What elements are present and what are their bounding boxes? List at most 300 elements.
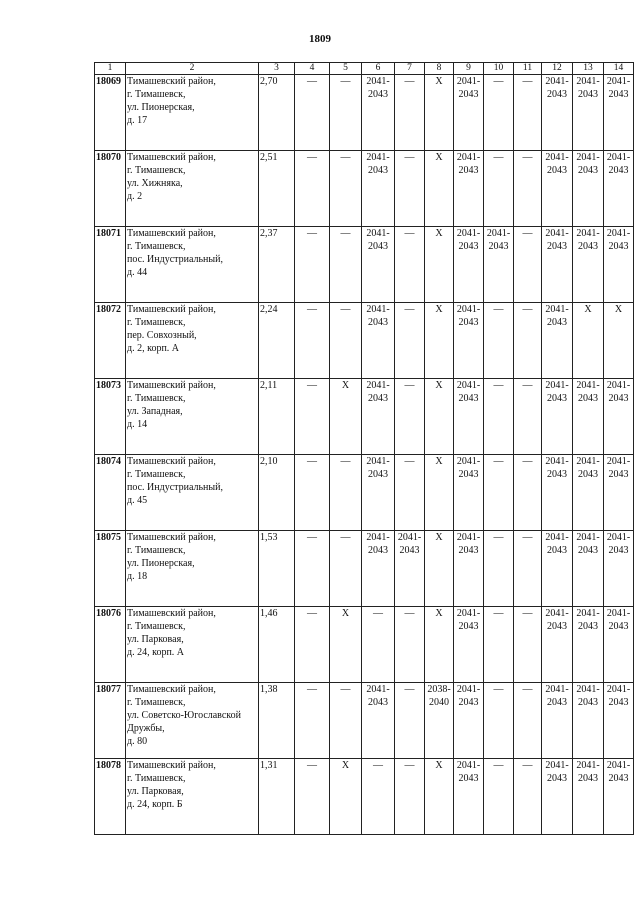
schedule-cell [395,151,425,227]
cell-line: — [522,456,533,467]
address-line: Тимашевский район, [127,304,216,315]
cell-line: 2043 [368,697,388,708]
cell-line: 2043 [547,393,567,404]
schedule-cell [484,75,514,151]
cell-line: 2041- [545,532,569,543]
cell-line: 2043 [368,469,388,480]
schedule-cell [573,303,604,379]
cell-line: 2043 [458,469,479,480]
schedule-cell [604,759,634,835]
cell-line: 2041- [456,228,481,239]
cell-line: — [493,608,504,619]
cell-line: — [493,532,504,543]
cell-line: — [404,76,415,87]
schedule-cell [604,531,634,607]
schedule-cell [395,455,425,531]
cell-line: 2041- [545,608,569,619]
cell-line: X [341,608,350,619]
schedule-cell [295,759,330,835]
address-line: пер. Совхозный, [127,330,197,341]
cell-line: 2041- [366,380,390,391]
schedule-cell [425,531,454,607]
address-line: г. Тимашевск, [127,697,186,708]
cell-line: X [435,152,443,163]
cell-line: 2043 [368,165,388,176]
area-value: 2,37 [259,227,295,303]
column-header: 13 [573,63,604,75]
page-number: 1809 [309,33,331,45]
address-line: ул. Парковая, [127,634,184,645]
cell-line: 2043 [458,89,479,100]
address-line: д. 24, корп. Б [127,799,183,810]
cell-line: — [522,760,533,771]
schedule-cell [330,607,362,683]
schedule-cell [295,531,330,607]
record-number: 18075 [95,531,126,607]
schedule-cell [425,151,454,227]
column-header: 3 [259,63,295,75]
cell-line: 2041- [456,76,481,87]
schedule-cell [295,455,330,531]
cell-line: X [435,608,443,619]
schedule-cell [542,379,573,455]
cell-line: X [435,380,443,391]
cell-line: 2041- [606,380,631,391]
schedule-cell [573,607,604,683]
record-number: 18073 [95,379,126,455]
address-line: г. Тимашевск, [127,469,186,480]
cell-line: 2041- [545,228,569,239]
record-number: 18078 [95,759,126,835]
address-line: г. Тимашевск, [127,393,186,404]
cell-line: X [435,532,443,543]
schedule-cell [395,227,425,303]
cell-line: 2041- [366,532,390,543]
address-line: д. 17 [127,115,148,126]
cell-line: 2043 [458,165,479,176]
cell-line: 2043 [578,621,598,632]
cell-line: 2041- [606,684,631,695]
cell-line: — [340,684,351,695]
cell-line: 2041- [366,456,390,467]
column-header: 7 [395,63,425,75]
column-header: 5 [330,63,362,75]
cell-line: 2041- [545,760,569,771]
schedule-cell [395,303,425,379]
cell-line: 2043 [458,241,479,252]
cell-line: 2041- [486,228,511,239]
schedule-cell [330,227,362,303]
table-row [95,683,634,759]
cell-line: — [404,228,415,239]
schedule-cell [295,151,330,227]
address-line: г. Тимашевск, [127,89,186,100]
schedule-cell [454,531,484,607]
area-value: 2,11 [259,379,295,455]
column-header: 6 [362,63,395,75]
address-line: ул. Хижняка, [127,178,183,189]
address-line: г. Тимашевск, [127,621,186,632]
schedule-cell [514,379,542,455]
cell-line: — [373,760,383,771]
cell-line: 2043 [547,89,567,100]
cell-line: — [340,76,351,87]
cell-line: 2041- [576,760,600,771]
cell-line: 2043 [578,393,598,404]
cell-line: 2043 [368,317,388,328]
cell-line: 2043 [547,773,567,784]
cell-line: 2043 [458,393,479,404]
schedule-cell [330,379,362,455]
schedule-cell [604,607,634,683]
schedule-cell [484,759,514,835]
cell-line: 2041- [456,380,481,391]
cell-line: 2043 [458,697,479,708]
cell-line: 2043 [608,89,629,100]
schedule-cell [484,227,514,303]
schedule-cell [425,683,454,759]
schedule-cell [395,75,425,151]
schedule-cell [330,683,362,759]
cell-line: 2041- [366,684,390,695]
cell-line: 2043 [458,621,479,632]
cell-line: 2041- [545,456,569,467]
address-line: г. Тимашевск, [127,545,186,556]
cell-line: 2043 [578,165,598,176]
schedule-cell [573,683,604,759]
cell-line: 2043 [578,469,598,480]
address-cell [126,379,259,455]
schedule-cell [454,683,484,759]
schedule-cell [454,75,484,151]
schedule-cell [425,75,454,151]
cell-line: 2043 [458,317,479,328]
cell-line: 2041- [606,228,631,239]
cell-line: 2043 [458,545,479,556]
address-line: ул. Западная, [127,406,183,417]
cell-line: 2041- [576,456,600,467]
schedule-cell [573,379,604,455]
cell-line: — [307,76,317,87]
column-header: 8 [425,63,454,75]
cell-line: 2043 [458,773,479,784]
address-line: Тимашевский район, [127,760,216,771]
cell-line: — [340,456,351,467]
cell-line: — [307,608,317,619]
cell-line: 2040 [429,697,449,708]
address-line: д. 18 [127,571,148,582]
column-header: 11 [514,63,542,75]
table-row [95,75,634,151]
area-value: 1,31 [259,759,295,835]
cell-line: — [404,456,415,467]
cell-line: 2041- [606,532,631,543]
cell-line: 2041- [456,304,481,315]
schedule-cell [573,531,604,607]
schedule-cell [514,227,542,303]
address-line: Дружбы, [127,723,165,734]
address-line: Тимашевский район, [127,684,216,695]
cell-line: — [307,760,317,771]
cell-line: 2041- [366,228,390,239]
address-line: д. 2 [127,191,143,202]
address-line: д. 80 [127,736,148,747]
address-line: г. Тимашевск, [127,165,186,176]
schedule-cell [514,455,542,531]
cell-line: — [404,608,415,619]
schedule-cell [484,151,514,227]
schedule-cell [425,455,454,531]
table-row [95,531,634,607]
cell-line: 2041- [606,152,631,163]
schedule-cell [362,759,395,835]
cell-line: — [522,228,533,239]
schedule-cell [330,75,362,151]
cell-line: X [435,760,443,771]
address-line: пос. Индустриальный, [127,482,223,493]
cell-line: 2041- [545,76,569,87]
cell-line: 2043 [608,697,629,708]
address-cell [126,151,259,227]
address-cell [126,759,259,835]
schedule-cell [295,379,330,455]
address-line: д. 45 [127,495,148,506]
cell-line: — [493,380,504,391]
area-value: 1,46 [259,607,295,683]
cell-line: — [493,760,504,771]
schedule-cell [425,227,454,303]
cell-line: 2041- [366,304,390,315]
schedule-cell [542,759,573,835]
cell-line: 2041- [576,532,600,543]
cell-line: — [340,228,351,239]
schedule-cell [514,607,542,683]
schedule-cell [484,607,514,683]
schedule-cell [395,607,425,683]
schedule-cell [604,151,634,227]
address-line: д. 24, корп. А [127,647,185,658]
area-value: 1,38 [259,683,295,759]
address-line: г. Тимашевск, [127,317,186,328]
cell-line: — [404,152,415,163]
cell-line: 2041- [606,608,631,619]
cell-line: 2043 [578,545,598,556]
schedule-cell [454,607,484,683]
cell-line: 2041- [576,684,600,695]
schedule-cell [484,683,514,759]
address-line: д. 44 [127,267,148,278]
cell-line: 2041- [397,532,422,543]
cell-line: 2041- [366,76,390,87]
cell-line: 2043 [547,697,567,708]
cell-line: — [522,304,533,315]
column-header: 2 [126,63,259,75]
schedule-cell [330,531,362,607]
schedule-cell [295,303,330,379]
address-line: Тимашевский район, [127,228,216,239]
address-cell [126,683,259,759]
record-number: 18074 [95,455,126,531]
schedule-cell [514,75,542,151]
cell-line: — [522,380,533,391]
address-line: ул. Советско-Югославской [127,710,241,721]
cell-line: 2043 [488,241,509,252]
schedule-cell [484,531,514,607]
schedule-cell [514,531,542,607]
schedule-cell [395,759,425,835]
cell-line: X [584,304,592,315]
cell-line: 2041- [576,76,600,87]
cell-line: — [340,532,351,543]
cell-line: — [493,152,504,163]
schedule-cell [362,455,395,531]
cell-line: 2043 [578,697,598,708]
cell-line: 2041- [576,380,600,391]
address-line: Тимашевский район, [127,380,216,391]
schedule-cell [362,303,395,379]
cell-line: 2038- [427,684,451,695]
schedule-cell [295,683,330,759]
schedule-cell [604,303,634,379]
cell-line: 2043 [608,545,629,556]
schedule-cell [362,75,395,151]
schedule-cell [454,759,484,835]
cell-line: 2041- [456,152,481,163]
cell-line: 2041- [576,608,600,619]
column-header: 12 [542,63,573,75]
address-line: Тимашевский район, [127,76,216,87]
table-row [95,455,634,531]
schedule-cell [425,303,454,379]
cell-line: 2041- [366,152,390,163]
cell-line: — [404,304,415,315]
record-number: 18077 [95,683,126,759]
cell-line: 2043 [368,545,388,556]
address-line: г. Тимашевск, [127,241,186,252]
schedule-cell [362,379,395,455]
cell-line: — [522,532,533,543]
schedule-cell [514,683,542,759]
schedule-cell [604,683,634,759]
schedule-cell [362,607,395,683]
cell-line: — [340,304,351,315]
record-number: 18069 [95,75,126,151]
cell-line: — [493,76,504,87]
cell-line: — [404,684,415,695]
cell-line: 2043 [547,241,567,252]
cell-line: 2043 [608,621,629,632]
address-line: Тимашевский район, [127,608,216,619]
cell-line: 2041- [456,608,481,619]
table-row [95,379,634,455]
address-line: д. 2, корп. А [127,343,180,354]
schedule-cell [454,379,484,455]
schedule-cell [295,227,330,303]
cell-line: 2041- [606,456,631,467]
cell-line: — [522,684,533,695]
area-value: 2,70 [259,75,295,151]
cell-line: — [522,76,533,87]
cell-line: 2041- [545,152,569,163]
schedule-cell [295,607,330,683]
schedule-cell [573,227,604,303]
cell-line: 2041- [606,760,631,771]
schedule-cell [425,379,454,455]
schedule-cell [330,151,362,227]
cell-line: 2041- [545,304,569,315]
cell-line: 2041- [456,760,481,771]
address-line: Тимашевский район, [127,532,216,543]
schedule-cell [330,303,362,379]
cell-line: 2043 [547,621,567,632]
cell-line: X [614,304,623,315]
schedule-cell [542,151,573,227]
cell-line: X [435,228,443,239]
table-row [95,759,634,835]
schedule-cell [454,151,484,227]
cell-line: — [307,684,317,695]
table-row [95,227,634,303]
address-cell [126,227,259,303]
cell-line: 2041- [545,380,569,391]
address-cell [126,75,259,151]
cell-line: 2043 [578,241,598,252]
address-line: Тимашевский район, [127,456,216,467]
schedule-cell [454,303,484,379]
address-line: ул. Пионерская, [127,558,195,569]
schedule-cell [454,455,484,531]
cell-line: 2043 [547,469,567,480]
cell-line: 2043 [368,393,388,404]
cell-line: 2041- [576,228,600,239]
area-value: 2,24 [259,303,295,379]
schedule-cell [395,683,425,759]
schedule-cell [484,379,514,455]
schedule-cell [542,303,573,379]
cell-line: — [373,608,383,619]
schedule-cell [362,683,395,759]
address-cell [126,607,259,683]
cell-line: 2043 [547,165,567,176]
cell-line: 2041- [545,684,569,695]
schedule-cell [362,531,395,607]
cell-line: 2043 [368,241,388,252]
cell-line: — [340,152,351,163]
schedule-cell [395,379,425,455]
schedule-cell [604,227,634,303]
cell-line: X [341,760,350,771]
cell-line: 2043 [399,545,420,556]
header-row [95,63,634,75]
column-header: 10 [484,63,514,75]
cell-line: — [522,608,533,619]
address-line: Тимашевский район, [127,152,216,163]
address-cell [126,303,259,379]
cell-line: — [404,760,415,771]
cell-line: X [341,380,350,391]
cell-line: — [493,456,504,467]
cell-line: X [435,456,443,467]
record-number: 18072 [95,303,126,379]
cell-line: — [307,152,317,163]
cell-line: 2041- [456,532,481,543]
table-row [95,151,634,227]
schedule-cell [425,607,454,683]
schedule-cell [604,379,634,455]
schedule-cell [542,607,573,683]
area-value: 2,51 [259,151,295,227]
cell-line: 2043 [608,393,629,404]
